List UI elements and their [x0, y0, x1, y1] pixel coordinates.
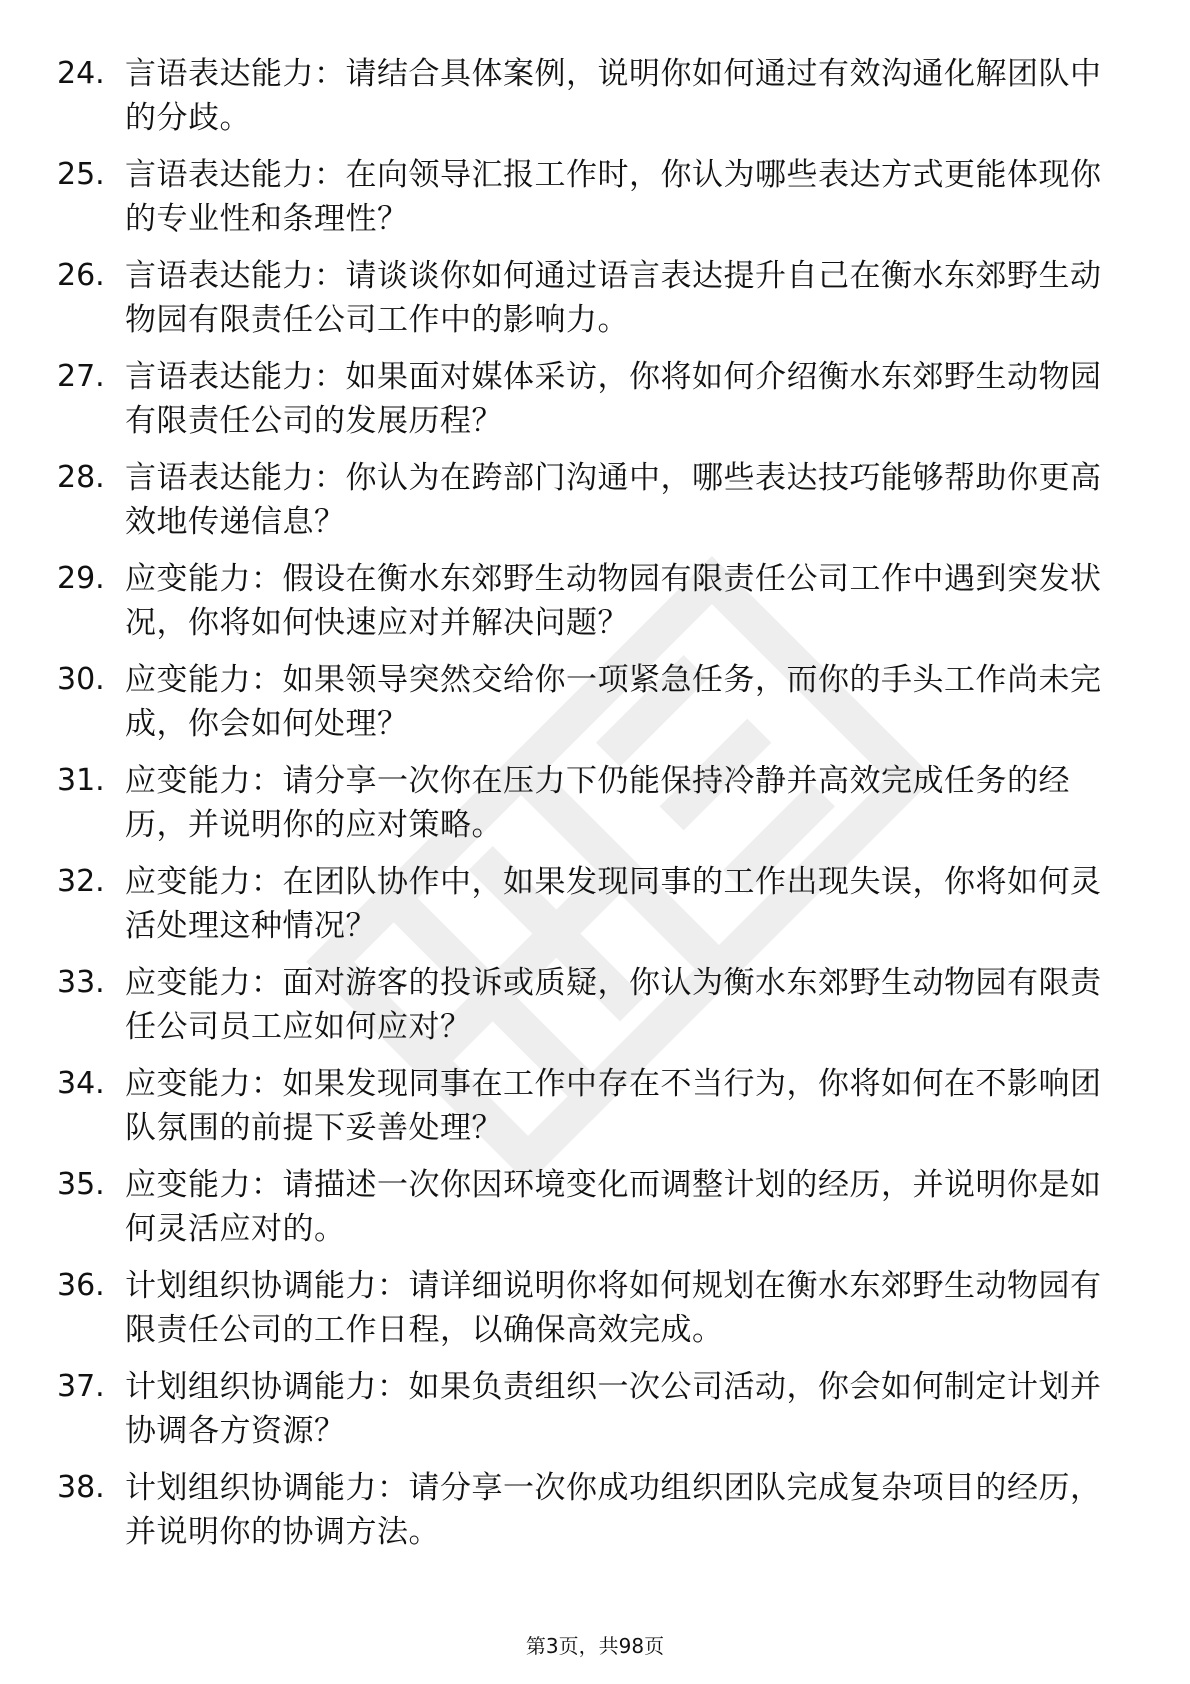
- question-number: 37.: [57, 1369, 105, 1404]
- question-number: 34.: [57, 1066, 105, 1101]
- question-text: 应变能力：如果领导突然交给你一项紧急任务，而你的手头工作尚未完成，你会如何处理？: [125, 662, 1102, 742]
- question-item: [57, 860, 1117, 961]
- question-list: [57, 52, 1117, 1567]
- question-text: 计划组织协调能力：请分享一次你成功组织团队完成复杂项目的经历，并说明你的协调方法。: [125, 1470, 1102, 1550]
- question-item: [57, 1062, 1117, 1163]
- question-item: [57, 961, 1117, 1062]
- question-item: [57, 456, 1117, 557]
- question-number: 29.: [57, 561, 105, 596]
- question-text: 计划组织协调能力：如果负责组织一次公司活动，你会如何制定计划并协调各方资源？: [125, 1369, 1102, 1449]
- question-item: [57, 153, 1117, 254]
- question-text: 言语表达能力：如果面对媒体采访，你将如何介绍衡水东郊野生动物园有限责任公司的发展历程？: [125, 359, 1102, 439]
- question-text: 应变能力：在团队协作中，如果发现同事的工作出现失误，你将如何灵活处理这种情况？: [125, 864, 1102, 944]
- question-text: 应变能力：如果发现同事在工作中存在不当行为，你将如何在不影响团队氛围的前提下妥善处理？: [125, 1066, 1102, 1146]
- question-text: 应变能力：假设在衡水东郊野生动物园有限责任公司工作中遇到突发状况，你将如何快速应对并解决问题？: [125, 561, 1102, 641]
- question-item: [57, 355, 1117, 456]
- question-item: [57, 1163, 1117, 1264]
- question-number: 32.: [57, 864, 105, 899]
- question-number: 27.: [57, 359, 105, 394]
- question-item: [57, 557, 1117, 658]
- question-item: [57, 759, 1117, 860]
- question-number: 38.: [57, 1470, 105, 1505]
- question-text: 计划组织协调能力：请详细说明你将如何规划在衡水东郊野生动物园有限责任公司的工作日程，以确保高效完成。: [125, 1268, 1102, 1348]
- question-text: 应变能力：面对游客的投诉或质疑，你认为衡水东郊野生动物园有限责任公司员工应如何应对？: [125, 965, 1102, 1045]
- question-text: 应变能力：请分享一次你在压力下仍能保持冷静并高效完成任务的经历，并说明你的应对策略。: [125, 763, 1070, 843]
- question-number: 36.: [57, 1268, 105, 1303]
- question-number: 28.: [57, 460, 105, 495]
- question-item: [57, 1466, 1117, 1567]
- question-item: [57, 658, 1117, 759]
- question-text: 言语表达能力：在向领导汇报工作时，你认为哪些表达方式更能体现你的专业性和条理性？: [125, 157, 1102, 237]
- question-item: [57, 1365, 1117, 1466]
- question-item: [57, 254, 1117, 355]
- question-number: 35.: [57, 1167, 105, 1202]
- question-text: 言语表达能力：请结合具体案例，说明你如何通过有效沟通化解团队中的分歧。: [125, 56, 1102, 136]
- question-item: [57, 52, 1117, 153]
- question-item: [57, 1264, 1117, 1365]
- question-number: 26.: [57, 258, 105, 293]
- question-number: 31.: [57, 763, 105, 798]
- question-number: 33.: [57, 965, 105, 1000]
- question-number: 25.: [57, 157, 105, 192]
- question-number: 30.: [57, 662, 105, 697]
- question-text: 言语表达能力：你认为在跨部门沟通中，哪些表达技巧能够帮助你更高效地传递信息？: [125, 460, 1102, 540]
- question-text: 言语表达能力：请谈谈你如何通过语言表达提升自己在衡水东郊野生动物园有限责任公司工作中的影响力。: [125, 258, 1102, 338]
- page-footer: 第3页，共98页: [525, 1634, 665, 1658]
- question-number: 24.: [57, 56, 105, 91]
- question-text: 应变能力：请描述一次你因环境变化而调整计划的经历，并说明你是如何灵活应对的。: [125, 1167, 1102, 1247]
